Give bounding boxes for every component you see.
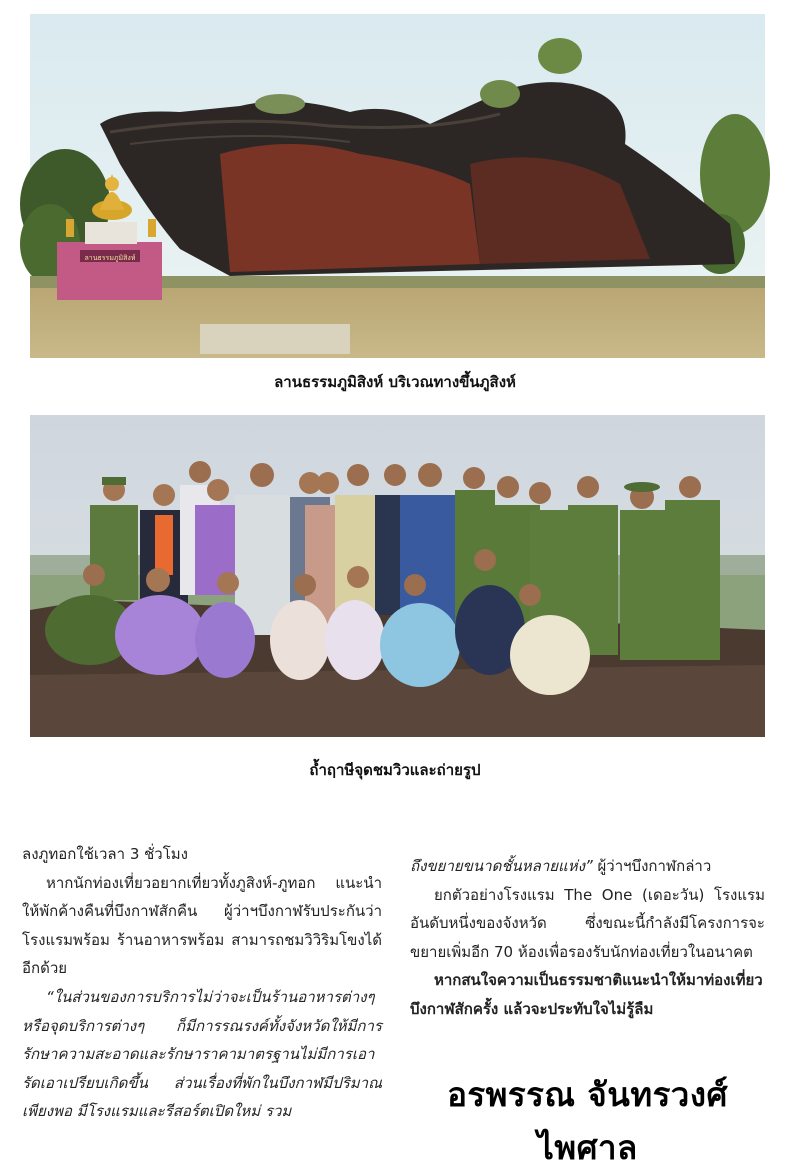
right-quote-end: ถึงขยายขนาดชั้นหลายแห่ง” <box>410 857 593 875</box>
right-paragraph-3: หากสนใจความเป็นธรรมชาติแนะนำให้มาท่องเที่ยวบึงกาฬสักครั้ง แล้วจะประทับใจไม่รู้ลืม <box>410 971 763 1018</box>
group-photo <box>30 415 765 737</box>
photo2-caption: ถ้ำฤาษีจุดชมวิวและถ่ายรูป <box>309 761 481 779</box>
right-paragraph-1 <box>410 852 765 881</box>
author-name: อรพรรณ จันทรวงศ์ไพศาล <box>447 1075 728 1167</box>
article-right-column <box>410 852 765 1024</box>
left-paragraph-3-quote: “ในส่วนของการบริการไม่ว่าจะเป็นร้านอาหารต่างๆ หรือจุดบริการต่างๆ ก็มีการรณรงค์ทั้งจังหวัดให้มีการรักษาความสะอาดและรักษาราคามาตรฐานไม่มีการเอารัดเอาเปรียบเกิดขึ้น ส่วนเรื่องที่พักในบึงกาฬมีปริมาณเพียงพอ มีโรงแรมและรีสอร์ตเปิดใหม่ รวม <box>22 987 382 1121</box>
left-paragraph-2: หากนักท่องเที่ยวอยากเที่ยวทั้งภูสิงห์-ภูทอก แนะนำให้พักค้างคืนที่บึงกาฬสักคืน ผู้ว่าฯบึงกาฬรับประกันว่าโรงแรมพร้อม ร้านอาหารพร้อม สามารถชมวิวิริมโขงได้อีกด้วย <box>22 873 382 978</box>
left-paragraph-1: ลงภูทอกใช้เวลา 3 ชั่วโมง <box>22 845 189 863</box>
photo1-caption: ลานธรรมภูมิสิงห์ บริเวณทางขึ้นภูสิงห์ <box>274 373 516 391</box>
right-paragraph-2: ยกตัวอย่างโรงแรม The One (เดอะวัน) โรงแรมอันดับหนึ่งของจังหวัด ซึ่งขณะนี้กำลังมีโครงการจะขยายเพิ่มอีก 70 ห้องเพื่อรองรับนักท่องเที่ยวในอนาคต <box>410 885 765 961</box>
rock-formation-photo <box>30 14 765 358</box>
right-attribution: ผู้ว่าฯบึงกาฬกล่าว <box>592 857 712 875</box>
buddha-sign-text: ลานธรรมภูมิสิงห์ <box>84 254 136 262</box>
article-left-column <box>22 840 382 1126</box>
